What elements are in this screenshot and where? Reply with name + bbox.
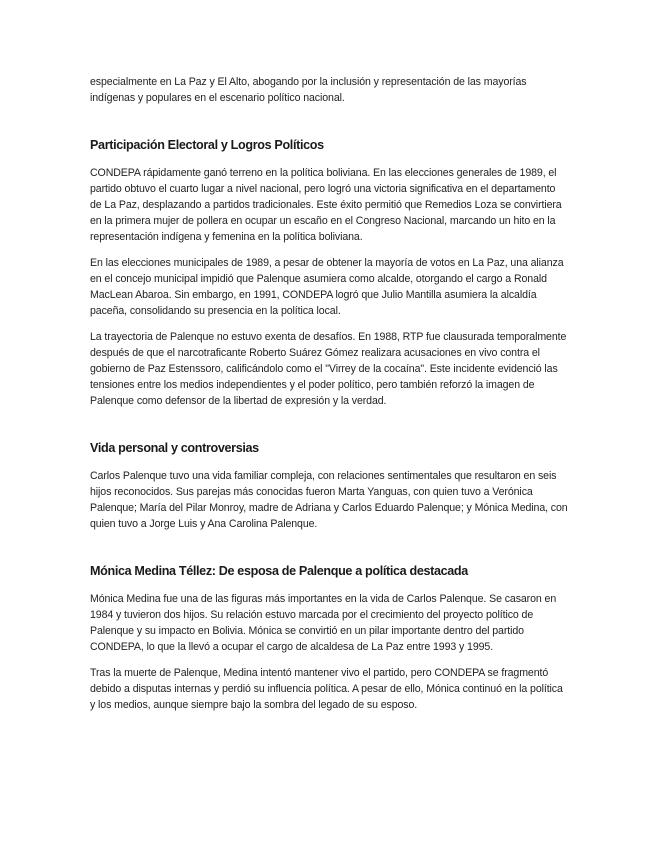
paragraph: Tras la muerte de Palenque, Medina intentó mantener vivo el partido, pero CONDEPA se fragmentó debido a disputas internas y perdió su influencia política. A pesar de ello, Mónica continuó en la política y los medios, aunque siempre bajo la sombra del legado de su esposo.	[90, 667, 563, 711]
document-body	[90, 74, 568, 723]
section-heading-monica-medina: Mónica Medina Téllez: De esposa de Palenque a política destacada	[90, 564, 468, 578]
paragraph: Carlos Palenque tuvo una vida familiar compleja, con relaciones sentimentales que resultaron en seis hijos reconocidos. Sus parejas más conocidas fueron Marta Yanguas, con quien tuvo a Verónica Palenque; María del Pilar Monroy, madre de Adriana y Carlos Eduardo Palenque; y Mónica Medina, con quien tuvo a Jorge Luis y Ana Carolina Palenque.	[90, 470, 568, 530]
intro-paragraph: especialmente en La Paz y El Alto, abogando por la inclusión y representación de las mayorías indígenas y populares en el escenario político nacional.	[90, 76, 527, 104]
paragraph: En las elecciones municipales de 1989, a pesar de obtener la mayoría de votos en La Paz, una alianza en el concejo municipal impidió que Palenque asumiera como alcalde, otorgando el cargo a Ronald MacLean Abaroa. Sin embargo, en 1991, CONDEPA logró que Julio Mantilla asumiera la alcaldía paceña, consolidando su presencia en la política local.	[90, 257, 564, 317]
paragraph: Mónica Medina fue una de las figuras más importantes en la vida de Carlos Palenque. Se casaron en 1984 y tuvieron dos hijos. Su relación estuvo marcada por el crecimiento del proyecto político de Palenque y su impacto en Bolivia. Mónica se convirtió en un pilar importante dentro del partido CONDEPA, lo que la llevó a ocupar el cargo de alcaldesa de La Paz entre 1993 y 1995.	[90, 593, 557, 653]
section-heading-electoral: Participación Electoral y Logros Políticos	[90, 138, 324, 152]
paragraph: La trayectoria de Palenque no estuvo exenta de desafíos. En 1988, RTP fue clausurada temporalmente después de que el narcotraficante Roberto Suárez Gómez realizara acusaciones en vivo contra el gobierno de Paz Estenssoro, calificándolo como el "Virrey de la cocaína". Este incidente evidenció las tensiones entre los medios independientes y el poder político, pero también reforzó la imagen de Palenque como defensor de la libertad de expresión y la verdad.	[90, 331, 567, 407]
section-heading-personal-life: Vida personal y controversias	[90, 441, 259, 455]
paragraph: CONDEPA rápidamente ganó terreno en la política boliviana. En las elecciones generales de 1989, el partido obtuvo el cuarto lugar a nivel nacional, pero logró una victoria significativa en el departamento de La Paz, desplazando a partidos tradicionales. Este éxito permitió que Remedios Loza se convirtiera en la primera mujer de pollera en ocupar un escaño en el Congreso Nacional, marcando un hito en la representación indígena y femenina en la política boliviana.	[90, 167, 562, 243]
